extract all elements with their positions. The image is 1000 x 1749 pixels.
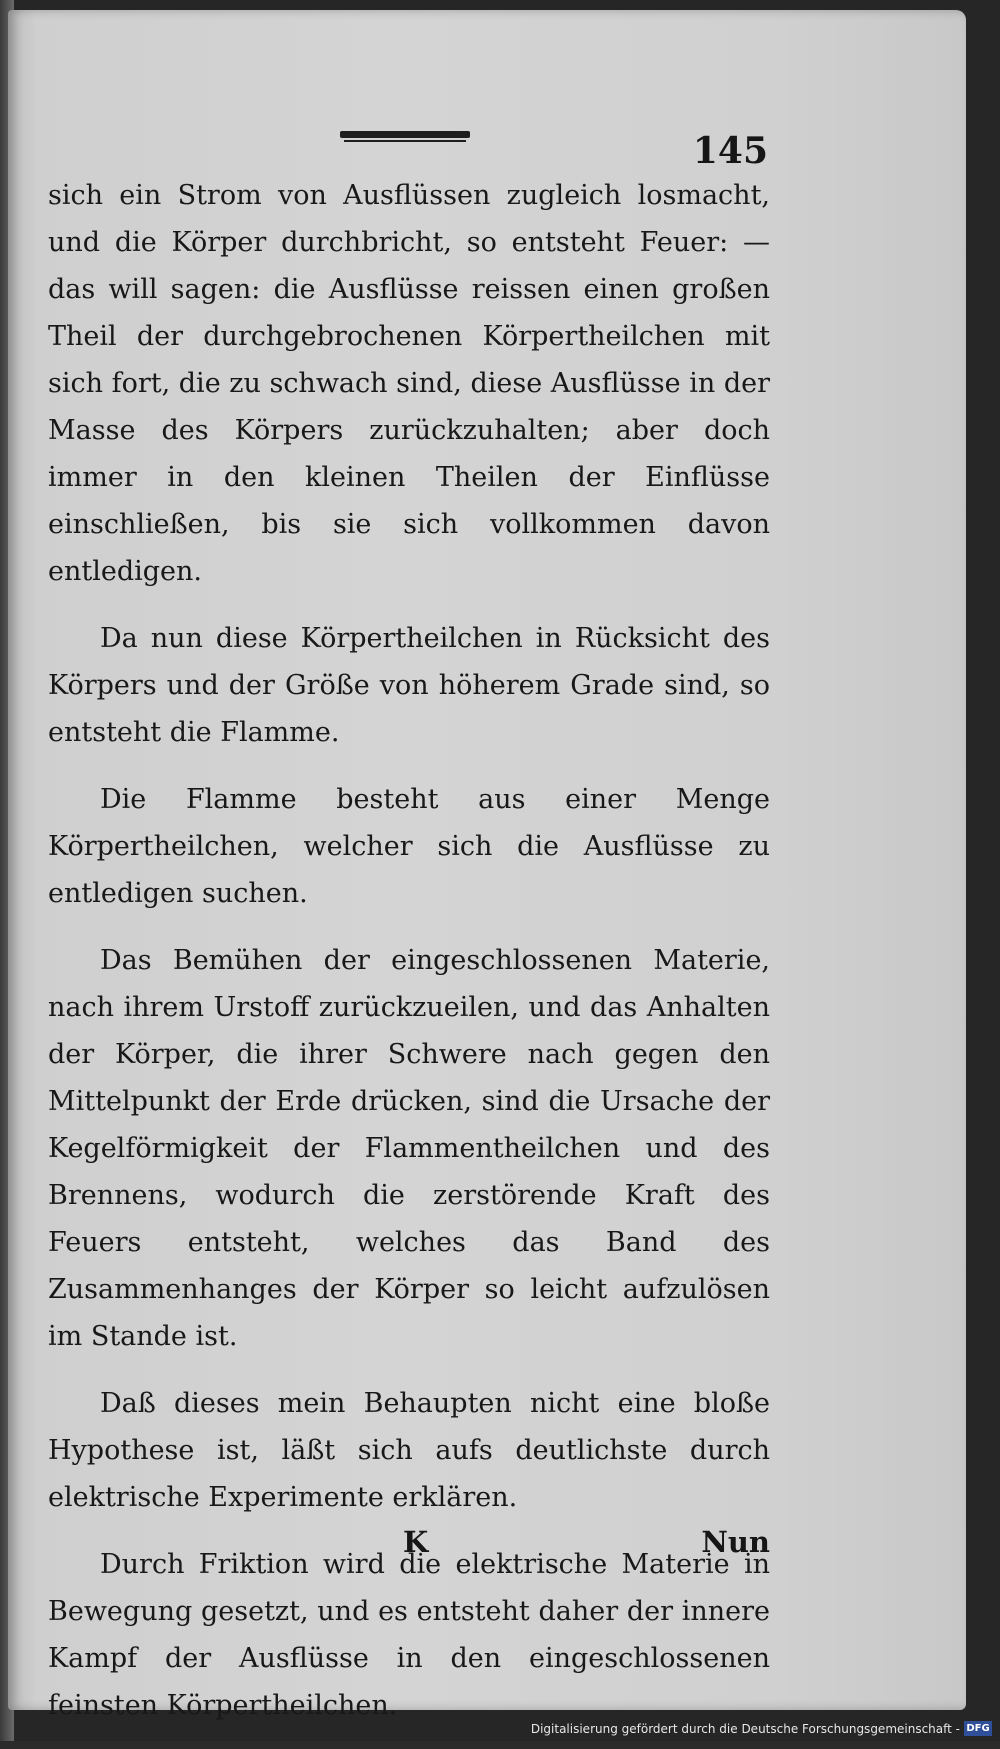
signature-mark: K: [403, 1525, 429, 1559]
digitization-credit: Digitalisierung gefördert durch die Deutsche Forschungsgemeinschaft -: [530, 1722, 960, 1736]
dfg-logo: DFG: [964, 1721, 992, 1736]
paragraph-5: Daß dieses mein Behaupten nicht eine bloße Hypothese ist, läßt sich aufs deutlichste durch elektrische Experimente erklären.: [48, 1388, 770, 1513]
paragraph-1: sich ein Strom von Ausflüssen zugleich losmacht, und die Körper durchbricht, so entsteht Feuer: — das will sagen: die Ausflüsse reissen einen großen Theil der durchgebrochenen Körpertheilchen mit sich fort, die zu schwach sind, diese Ausflüsse in der Masse des Körpers zurückzuhalten; aber doch immer in den kleinen Theilen der Einflüsse einschließen, bis sie sich vollkommen davon entledigen.: [48, 180, 770, 587]
page-number: 145: [692, 130, 768, 172]
catchword: Nun: [701, 1525, 770, 1559]
paragraph-2: Da nun diese Körpertheilchen in Rücksicht des Körpers und der Größe von höherem Grade sind, so entsteht die Flamme.: [48, 623, 770, 748]
body-text: [48, 172, 770, 1749]
paragraph-4: Das Bemühen der eingeschlossenen Materie, nach ihrem Urstoff zurückzueilen, und das Anhalten der Körper, die ihrer Schwere nach gegen den Mittelpunkt der Erde drücken, sind die Ursache der Kegelförmigkeit der Flammentheilchen und des Brennens, wodurch die zerstörende Kraft des Feuers entsteht, welches das Band des Zusammenhanges der Körper so leicht aufzulösen im Stande ist.: [48, 945, 770, 1352]
header-rule-thin: [344, 140, 466, 142]
header-rule: [340, 131, 470, 143]
header-rule-thick: [340, 131, 470, 138]
page-footer: [48, 1525, 770, 1575]
paragraph-3: Die Flamme besteht aus einer Menge Körpertheilchen, welcher sich die Ausflüsse zu entledigen suchen.: [48, 784, 770, 909]
paragraph-6: Durch Friktion wird die elektrische Materie in Bewegung gesetzt, und es entsteht daher der innere Kampf der Ausflüsse in den eingeschlossenen feinsten Körpertheilchen.: [48, 1549, 770, 1721]
